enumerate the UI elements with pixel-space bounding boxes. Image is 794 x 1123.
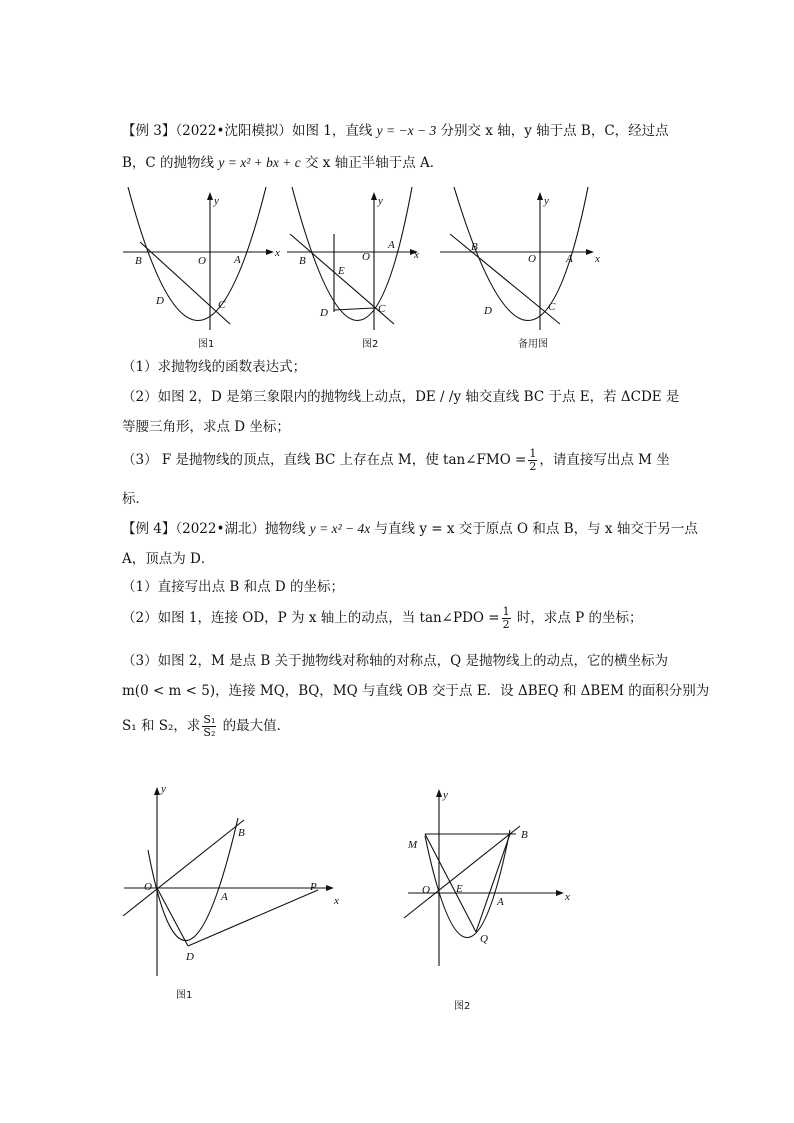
fraction-one-half [502, 606, 511, 631]
y-axis-arrow-icon [537, 192, 543, 200]
fraction-denominator: S₂ [203, 726, 216, 739]
ex4-q2-text: （2）如图 1，连接 OD，P 为 x 轴上的动点，当 tan∠PDO = [122, 610, 500, 626]
y-label: y [161, 783, 166, 795]
origin-label: O [362, 251, 370, 263]
point-m-label: M [408, 839, 418, 851]
ex3-intro-text: 【例 3】（2022•沈阳模拟）如图 1，直线 [122, 123, 377, 139]
x-axis-arrow-icon [266, 249, 274, 255]
parabola [148, 818, 238, 941]
fraction-denominator: 2 [529, 460, 537, 473]
ex3-q3-text-tail: ，请直接写出点 M 坐 [539, 452, 670, 468]
x-label: x [414, 249, 419, 261]
ex4-question-3-cont: m(0 < m < 5)，连接 MQ，BQ，MQ 与直线 OB 交于点 E．设 ΔBEQ 和 ΔBEM 的面积分别为 [122, 683, 710, 699]
point-d-label: D [320, 307, 328, 319]
y-axis-arrow-icon [371, 192, 377, 200]
ex4-figure-2 [398, 780, 588, 1020]
ex3-question-3-cont: 标． [122, 491, 149, 507]
ex4-q3-text-tail: 的最大值． [218, 718, 291, 734]
figure-caption: 图1 [176, 990, 193, 1001]
point-b-label: B [238, 827, 245, 839]
line-bq [476, 834, 510, 932]
ex4-question-3: （3）如图 2，M 是点 B 关于抛物线对称轴的对称点，Q 是抛物线上的动点，它的横坐标为 [122, 653, 668, 669]
y-axis-arrow-icon [436, 789, 442, 797]
ex4-question-3-end [122, 710, 290, 742]
ex3-question-1: （1）求抛物线的函数表达式； [122, 359, 307, 375]
ex4-q2-text-tail: 时，求点 P 的坐标； [512, 610, 643, 626]
parabola [128, 187, 266, 321]
line-od [157, 888, 188, 946]
figure-caption: 图2 [454, 1001, 471, 1012]
point-p-label: P [310, 881, 317, 893]
ex4-line-1 [122, 520, 698, 538]
y-label: y [378, 195, 383, 207]
point-d-label: D [186, 951, 194, 963]
y-label: y [544, 195, 549, 207]
point-a-label: A [234, 254, 241, 266]
point-a-label: A [221, 891, 228, 903]
origin-label: O [198, 255, 206, 267]
ex4-q3-text: S₁ 和 S₂，求 [122, 718, 201, 734]
fraction-numerator: S₁ [203, 713, 216, 726]
line-mq [425, 834, 476, 932]
line-bc [140, 242, 230, 324]
y-axis-arrow-icon [207, 192, 213, 200]
ex3-question-2: （2）如图 2，D 是第三象限内的抛物线上动点，DE / /y 轴交直线 BC 于点 E，若 ΔCDE 是 [122, 389, 680, 405]
figure-caption: 备用图 [518, 339, 548, 350]
ex3-question-2-cont: 等腰三角形，求点 D 坐标； [122, 419, 290, 435]
y-label: y [443, 789, 448, 801]
y-axis-arrow-icon [154, 787, 160, 795]
point-b-label: B [521, 829, 528, 841]
ex3-parabola-equation: y = x² + bx + c [218, 155, 301, 170]
origin-label: O [422, 884, 430, 896]
ex3-figure-1 [118, 182, 278, 357]
x-label: x [595, 253, 600, 265]
ex4-figure-1 [118, 780, 358, 1010]
ex3-parabola-text-tail: 交 x 轴正半轴于点 A． [300, 155, 444, 171]
point-q-label: Q [480, 933, 488, 945]
point-d-label: D [156, 295, 164, 307]
point-b-label: B [471, 241, 478, 253]
point-d-label: D [484, 305, 492, 317]
ex3-q3-text: （3） F 是抛物线的顶点，直线 BC 上存在点 M，使 tan∠FMO = [122, 452, 527, 468]
point-c-label: C [548, 301, 556, 313]
x-axis-arrow-icon [586, 249, 594, 255]
x-label: x [334, 895, 339, 907]
ex4-intro-text-tail: 与直线 y = x 交于原点 O 和点 B，与 x 轴交于另一点 [370, 521, 698, 537]
ex3-figure-backup [438, 182, 608, 357]
ex4-intro-text: 【例 4】（2022•湖北）抛物线 [122, 521, 310, 537]
ex4-question-1: （1）直接写出点 B 和点 D 的坐标； [122, 579, 344, 595]
point-a-label: A [566, 253, 573, 265]
point-a-label: A [388, 239, 395, 251]
fraction-denominator: 2 [502, 618, 510, 631]
figure-caption: 图2 [362, 339, 379, 350]
origin-label: O [528, 253, 536, 265]
fraction-s1-s2 [202, 714, 216, 739]
ex3-line-1 [122, 122, 669, 140]
ex3-figure-2 [282, 182, 442, 357]
parabola [292, 187, 412, 321]
ex3-question-3 [122, 446, 670, 474]
line-bc [450, 234, 560, 324]
fraction-numerator: 1 [502, 605, 510, 618]
point-b-label: B [299, 255, 306, 267]
point-b-label: B [135, 255, 142, 267]
ex4-parabola-equation: y = x² − 4x [309, 521, 371, 536]
point-a-label: A [497, 896, 504, 908]
ex3-intro-text-tail: 分别交 x 轴，y 轴于点 B，C，经过点 [436, 123, 669, 139]
figure-caption: 图1 [198, 339, 215, 350]
ex3-parabola-text: B，C 的抛物线 [122, 155, 219, 171]
fraction-numerator: 1 [529, 447, 537, 460]
x-axis-arrow-icon [556, 890, 564, 896]
ex3-line-equation: y = −x − 3 [376, 123, 437, 138]
ex3-line-2 [122, 154, 443, 172]
x-axis-arrow-icon [326, 885, 334, 891]
x-label: x [275, 247, 280, 259]
point-c-label: C [218, 299, 226, 311]
ex4-question-2 [122, 604, 643, 632]
ex4-line-2: A，顶点为 D． [122, 551, 215, 567]
point-e-label: E [456, 883, 463, 895]
fraction-one-half [528, 448, 537, 473]
point-c-label: C [378, 303, 386, 315]
x-label: x [565, 891, 570, 903]
parabola [425, 830, 510, 938]
y-label: y [214, 195, 219, 207]
point-e-label: E [338, 265, 345, 277]
origin-label: O [144, 881, 152, 893]
